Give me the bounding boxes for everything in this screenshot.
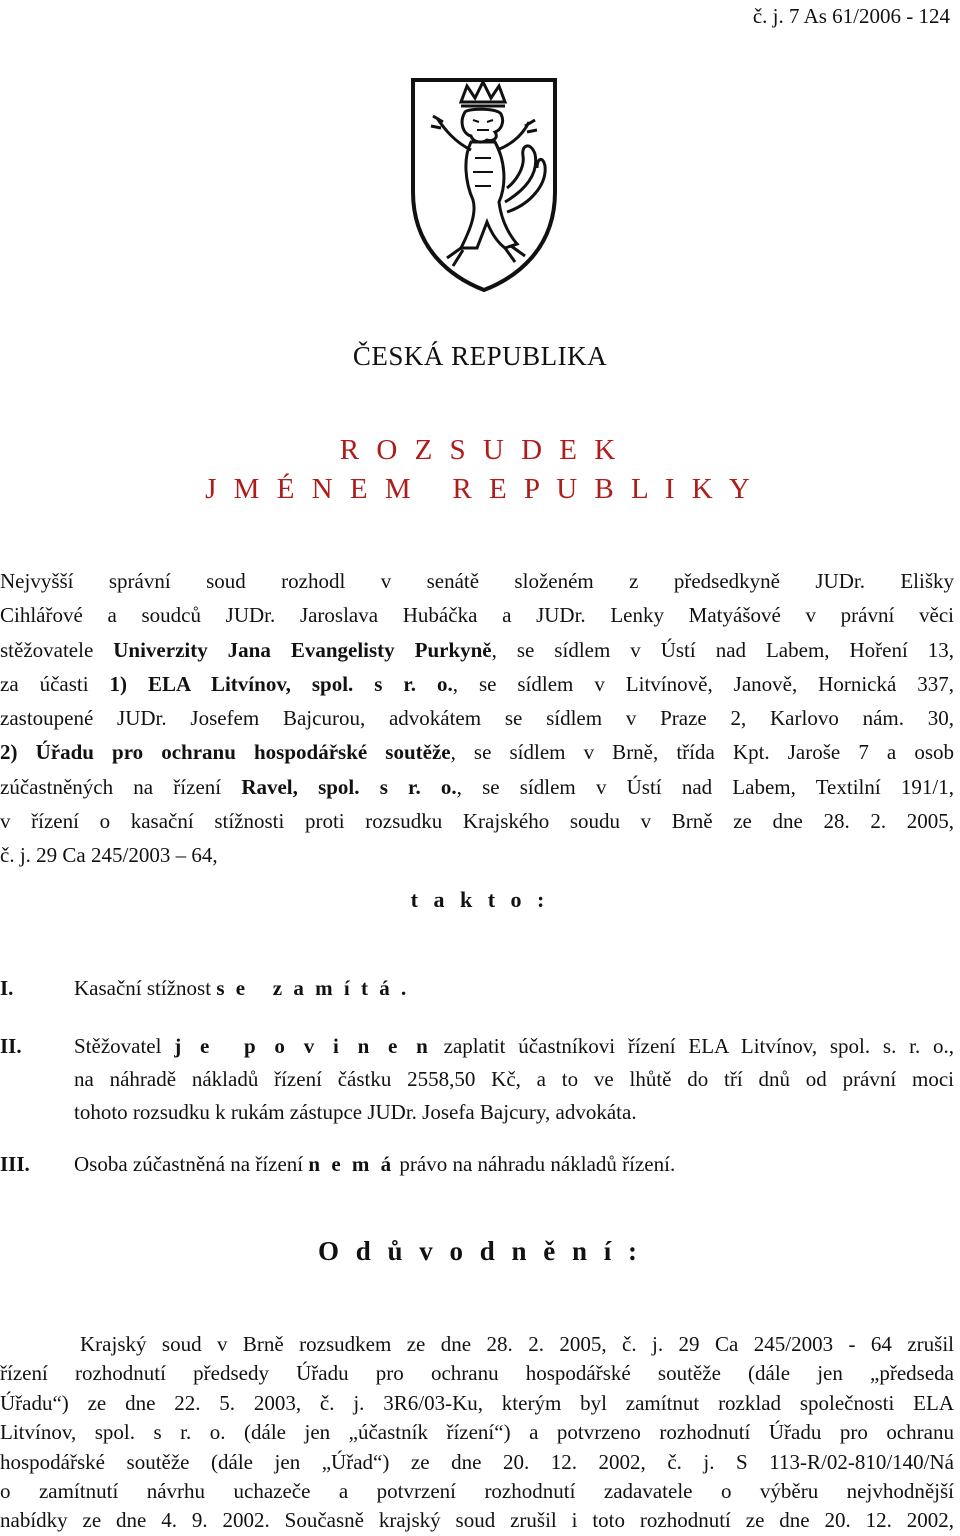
intro-line: v řízení o kasační stížnosti proti rozsudku Krajského soudu v Brně ze dne 28. 2. 2005, (0, 809, 954, 834)
verdict-number: II. (0, 1034, 22, 1058)
czech-lion-coat-of-arms-icon (407, 72, 561, 294)
intro-paragraph (0, 564, 954, 873)
in-name-heading: J M É N E M R E P U B L I K Y (205, 473, 755, 505)
intro-line: zastoupené JUDr. Josefem Bajcurou, advokátem se sídlem v Praze 2, Karlovo nám. 30, (0, 706, 954, 731)
intro-line: Nejvyšší správní soud rozhodl v senátě složeném z předsedkyně JUDr. Elišky (0, 569, 954, 593)
reasoning-line: Krajský soud v Brně rozsudkem ze dne 28. 2. 2005, č. j. 29 Ca 245/2003 - 64 zrušil (80, 1332, 954, 1356)
party-2-name: 2) Úřadu pro ochranu hospodářské soutěže (0, 740, 451, 765)
verdict-item-1: I. Kasační stížnost s e z a m í t á . (0, 972, 954, 1005)
complainant-name: Univerzity Jana Evangelisty Purkyně (113, 637, 492, 662)
intro-line: č. j. 29 Ca 245/2003 – 64, (0, 843, 218, 868)
verdict-number: III. (0, 1152, 30, 1176)
verdict-number: I. (0, 976, 14, 1000)
intro-line: zúčastněných na řízení Ravel, spol. s r. o., se sídlem v Ústí nad Labem, Textilní 191/1, (0, 774, 954, 799)
intro-line: stěžovatele Univerzity Jana Evangelisty Purkyně, se sídlem v Ústí nad Labem, Hoření 13, (0, 637, 955, 662)
reasoning-line: Litvínov, spol. s r. o. (dále jen „účastník řízení“) a potvrzeno rozhodnutí Úřadu pro ochranu (0, 1420, 954, 1445)
reasoning-heading: O d ů v o d n ě n í : (317, 1236, 643, 1266)
intro-line: za účasti 1) ELA Litvínov, spol. s r. o., se sídlem v Litvínově, Janově, Hornická 337, (0, 671, 955, 696)
party-1-name: 1) ELA Litvínov, spol. s r. o. (109, 671, 453, 696)
verdict-item-2: II. Stěžovatel j e p o v i n e n zaplatit účastníkovi řízení ELA Litvínov, spol. s. r. o., na náhradě nákladů řízení částku 2558,50 Kč, a to ve lhůtě do tří dnů od právní moci tohoto rozsudku k rukám zástupce JUDr. Josefa Bajcury, advokáta. (0, 1030, 954, 1129)
reasoning-line: řízení rozhodnutí předsedy Úřadu pro ochranu hospodářské soutěže (dále jen „předseda (0, 1361, 954, 1386)
country-heading: ČESKÁ REPUBLIKA (352, 341, 608, 371)
intro-line: 2) Úřadu pro ochranu hospodářské soutěže, se sídlem v Brně, třída Kpt. Jaroše 7 a osob (0, 740, 954, 765)
reasoning-paragraph (0, 1330, 954, 1536)
intro-line: Cihlářové a soudců JUDr. Jaroslava Hubáčka a JUDr. Lenky Matyášové v právní věci (0, 603, 954, 628)
reasoning-line: nabídky ze dne 4. 9. 2002. Současně krajský soud zrušil i toto rozhodnutí ze dne 20. 12. 2002, (0, 1508, 954, 1533)
verdict-item-3: III. Osoba zúčastněná na řízení n e m á právo na náhradu nákladů řízení. (0, 1148, 954, 1181)
participant-name: Ravel, spol. s r. o. (241, 774, 457, 799)
reasoning-line: Úřadu“) ze dne 22. 5. 2003, č. j. 3R6/03-Ku, kterým byl zamítnut rozklad společnosti ELA (0, 1390, 954, 1415)
case-reference: č. j. 7 As 61/2006 - 124 (752, 4, 950, 28)
reasoning-line: hospodářské soutěže (dále jen „Úřad“) ze dne 20. 12. 2002, č. j. S 113-R/02-810/140/Ná (0, 1449, 954, 1474)
verdict-heading: R O Z S U D E K (339, 434, 621, 466)
takto-heading: t a k t o : (410, 887, 550, 912)
reasoning-line: o zamítnutí návrhu uchazeče a potvrzení rozhodnutí zadavatele o výběru nejvhodnější (0, 1479, 954, 1504)
